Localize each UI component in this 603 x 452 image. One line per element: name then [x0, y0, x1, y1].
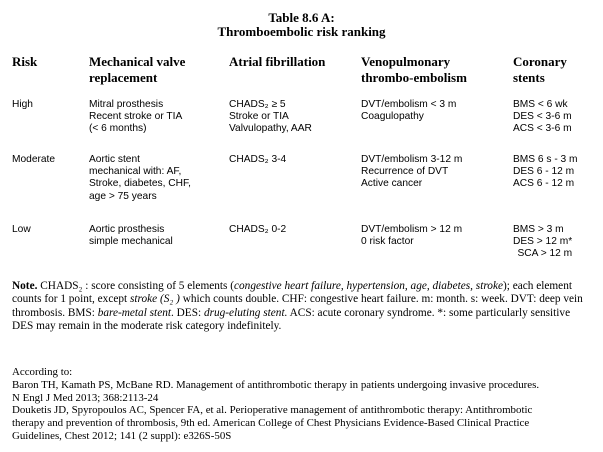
cell-line: Aortic prosthesis — [89, 224, 165, 235]
cell-line: mechanical with: AF, — [89, 166, 182, 178]
note-emphasis: bare-metal stent — [97, 306, 171, 319]
header-mechanical-line2: replacement — [89, 70, 158, 85]
cell-line: Recurrence of DVT — [361, 166, 449, 178]
cell-line: Mitral prosthesis — [89, 99, 164, 110]
note-text: . DES: — [171, 306, 204, 319]
table-title: Table 8.6 A: — [268, 10, 335, 25]
cell-line: simple mechanical — [89, 236, 173, 248]
cell-line: Stroke or TIA — [229, 111, 289, 123]
header-coronary-line2: stents — [513, 70, 545, 85]
cell-line: DVT/embolism < 3 m — [361, 99, 457, 110]
cell-line: Recent stroke or TIA — [89, 111, 183, 123]
cell-line: CHADS₂ ≥ 5 — [229, 99, 286, 110]
note-emphasis: congestive heart failure, hypertension, age, diabetes, stroke — [234, 280, 503, 292]
note-text: ACS: acute coronary syndrome. *: some particularly sensitive DES may remain in the moderate risk category indefinitely. — [12, 306, 571, 333]
row-high-risk: High — [12, 99, 33, 110]
header-vte-line2: thrombo-embolism — [361, 70, 467, 85]
cell-line: ACS 6 - 12 m — [513, 178, 575, 190]
row-low-vte — [361, 224, 462, 248]
row-high-af — [229, 99, 312, 136]
cell-line: DES < 3-6 m — [513, 111, 572, 123]
row-high-coronary — [513, 99, 572, 136]
header-venopulmonary — [361, 54, 467, 86]
note-emphasis: drug-eluting stent. — [203, 306, 288, 319]
cell-line: DVT/embolism 3-12 m — [361, 154, 463, 165]
table-subtitle: Thromboembolic risk ranking — [217, 24, 386, 39]
cell-line: Aortic stent — [89, 154, 140, 165]
cell-line: BMS > 3 m — [513, 224, 564, 235]
row-moderate-risk: Moderate — [12, 154, 56, 165]
cell-line: CHADS₂ 0-2 — [229, 224, 287, 235]
row-low-mechanical — [89, 224, 173, 248]
cell-line: DES 6 - 12 m — [513, 166, 575, 178]
cell-line: BMS 6 s - 3 m — [513, 154, 578, 165]
cell-line: 0 risk factor — [361, 236, 414, 248]
note-label: Note. — [12, 280, 38, 292]
row-moderate-coronary — [513, 154, 578, 191]
header-coronary-line1: Coronary — [513, 54, 567, 69]
header-risk: Risk — [12, 54, 38, 69]
note-text: ); each element counts for 1 point, except — [12, 280, 572, 306]
note-emphasis: stroke (S₂ ) — [129, 293, 180, 306]
header-coronary-stents — [513, 54, 567, 86]
row-moderate-mechanical — [89, 154, 191, 203]
cell-line: BMS < 6 wk — [513, 99, 568, 110]
reference-line: Douketis JD, Spyropoulos AC, Spencer FA, et al. Perioperative management of antithrombotic therapy: Antithrombotic — [12, 404, 533, 417]
row-moderate-af — [229, 154, 286, 166]
row-high-vte — [361, 99, 456, 123]
cell-line: CHADS₂ 3-4 — [229, 154, 287, 165]
cell-line: ACS < 3-6 m — [513, 123, 572, 135]
reference-line: Baron TH, Kamath PS, McBane RD. Management of antithrombotic therapy in patients undergoing invasive procedures. — [12, 378, 540, 391]
row-low-af — [229, 224, 286, 236]
cell-line: Coagulopathy — [361, 111, 424, 123]
reference-line: therapy and prevention of thrombosis, 9th ed. American College of Chest Physicians Evidence-Based Clinical Practice — [12, 417, 530, 430]
header-mechanical-line1: Mechanical valve — [89, 54, 186, 69]
references — [12, 366, 597, 443]
cell-line: age > 75 years — [89, 190, 157, 202]
cell-line: Active cancer — [361, 178, 423, 190]
header-atrial-fibrillation: Atrial fibrillation — [229, 54, 326, 69]
note-text: CHADS₂ : score consisting of 5 elements ( — [37, 280, 235, 292]
reference-line: N Engl J Med 2013; 368:2113-24 — [12, 391, 159, 404]
references-heading: According to: — [12, 366, 73, 378]
cell-line: DVT/embolism > 12 m — [361, 224, 463, 235]
cell-line: Stroke, diabetes, CHF, — [89, 178, 191, 190]
cell-line: DES > 12 m* — [513, 236, 573, 248]
note-text: which counts double. CHF: congestive heart failure. m: month. s: week. DVT: deep vein thrombosis. BMS: — [12, 293, 583, 319]
row-low-risk: Low — [12, 224, 31, 235]
cell-line: Valvulopathy, AAR — [229, 123, 312, 135]
reference-line: Guidelines, Chest 2012; 141 (2 suppl): e326S-50S — [12, 429, 232, 442]
cell-line: SCA > 12 m — [517, 248, 573, 260]
header-vte-line1: Venopulmonary — [361, 54, 451, 69]
header-mechanical-valve — [89, 54, 185, 86]
row-moderate-vte — [361, 154, 462, 191]
cell-line: (< 6 months) — [89, 123, 147, 135]
row-low-coronary — [513, 224, 572, 261]
row-high-mechanical — [89, 99, 182, 136]
table-note — [12, 280, 592, 334]
